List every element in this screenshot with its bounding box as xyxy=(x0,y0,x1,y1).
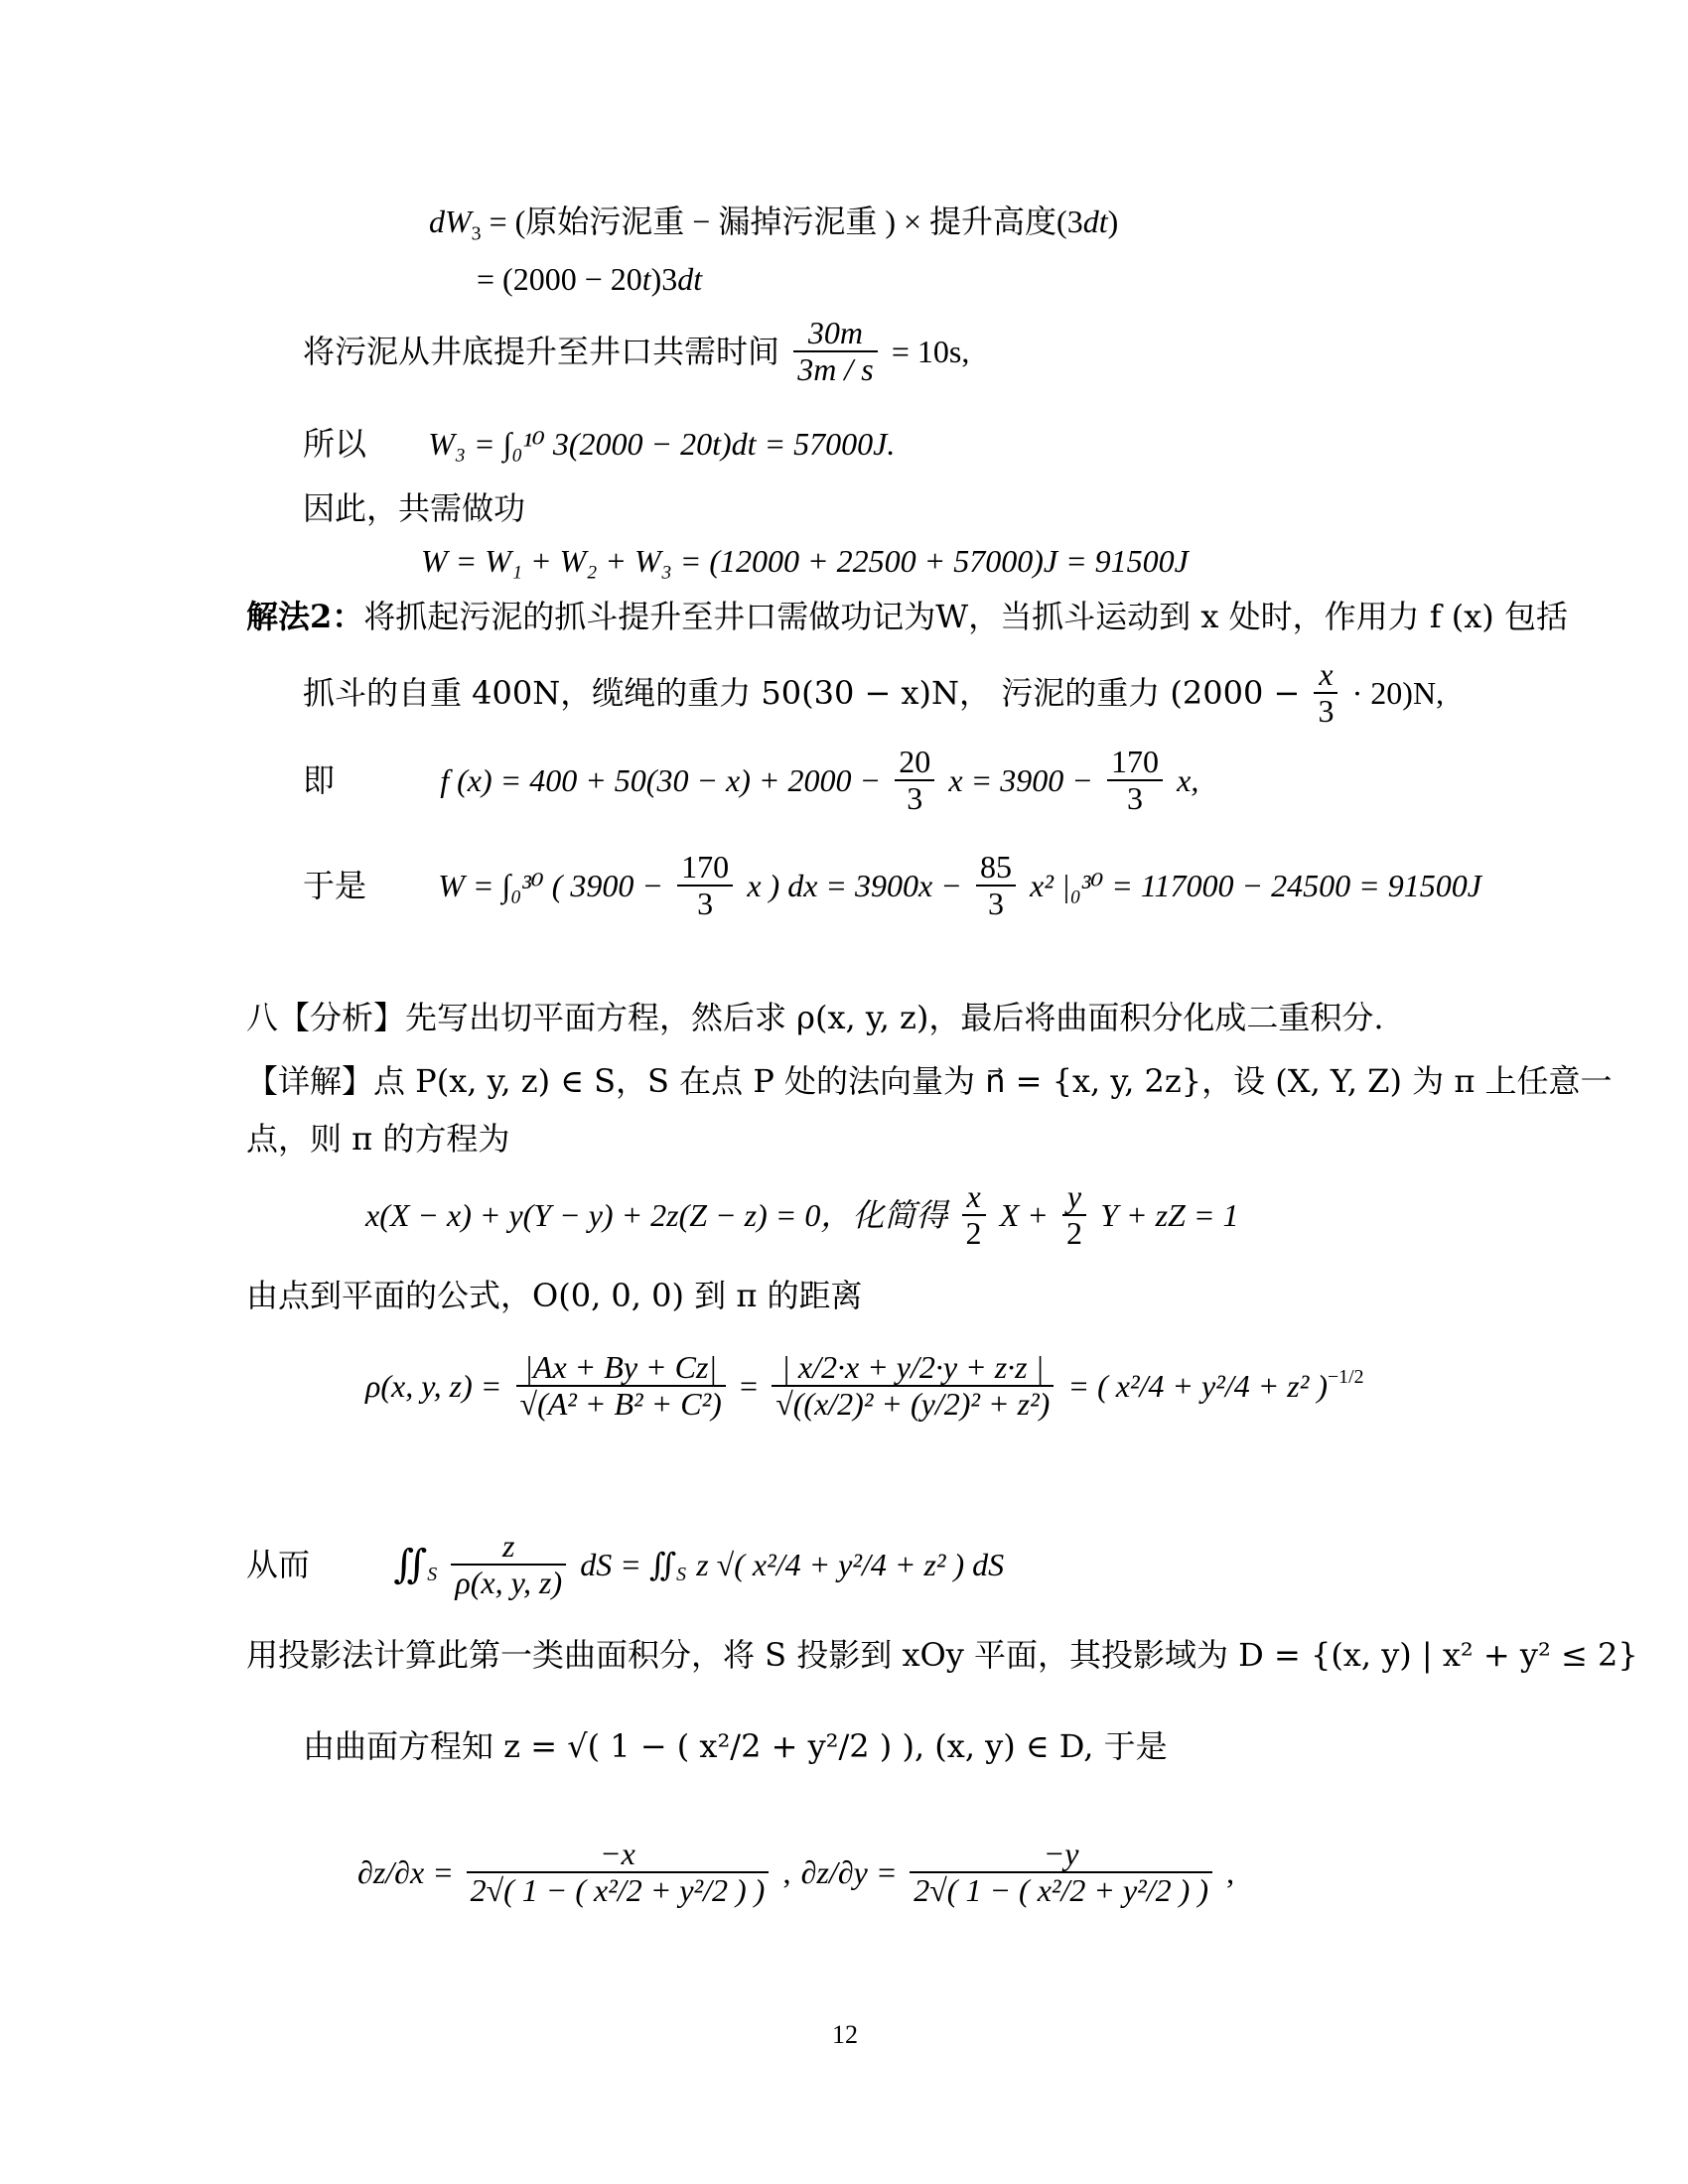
time-line: 将污泥从井底提升至井口共需时间 $\frac{30m}{3m / s}$ = 10s, xyxy=(303,315,970,388)
pd-fraction-x: $\frac{-x}{\text{2√( 1 − ( x²/2 + y²/2 ) )}}$ xyxy=(467,1837,770,1908)
pd-fraction-y: $\frac{-y}{\text{2√( 1 − ( x²/2 + y²/2 ) )}}$ xyxy=(910,1837,1212,1908)
section8-analysis: 八【分析】先写出切平面方程，然后求 ρ(x, y, z)，最后将曲面积分化成二重积分. xyxy=(246,999,1384,1036)
w3-integral-line: 所以 W₃ = ∫₀¹⁰ 3(2000 − 20t)dt = 57000J. xyxy=(303,425,896,463)
work-fraction-2: $\frac{85}{3}$ xyxy=(976,850,1016,921)
plane-fraction-2: $\frac{y}{2}$ xyxy=(1062,1179,1086,1251)
plane-fraction-1: $\frac{x}{2}$ xyxy=(962,1179,986,1251)
force-fraction-2: $\frac{170}{3}$ xyxy=(1107,745,1163,816)
force-function-line: 即 f (x) = 400 + 50(30 − x) + 2000 − $\frac{20}{3}$ x = 3900 − $\frac{170}{3}$ x, xyxy=(303,744,1199,817)
rho-fraction-1: $\frac{|Ax + By + Cz|}{\text{√(A² + B² + C²)}}$ xyxy=(516,1350,726,1422)
equation-dw3-value: = (2000 − 20t)3dt xyxy=(477,261,703,297)
section8-detail-1: 【详解】点 P(x, y, z) ∈ S，S 在点 P 处的法向量为 n⃗ = {x, y, 2z}，设 (X, Y, Z) 为 π 上任意一 xyxy=(246,1062,1613,1100)
equation-dw3: $dW_3$ = (原始污泥重 − 漏掉污泥重 ) × 提升高度(3dt) xyxy=(429,204,1119,245)
partial-derivatives: ∂z/∂x = $\frac{-x}{\text{2√( 1 − ( x²/2 + y²/2 ) )}}$ , ∂z/∂y = $\frac{-y}{\text{2√( 1 − ( x²/2 + y²/2 ) )}}$ , xyxy=(357,1836,1235,1909)
page-number: 12 xyxy=(832,2020,858,2049)
forces-line: 抓斗的自重 400N，缆绳的重力 50(30 − x)N， 污泥的重力 (2000 − $\frac{x}{3}$ · 20)N, xyxy=(303,656,1445,730)
plane-equation-line: x(X − x) + y(Y − y) + 2z(Z − z) = 0，化简得 $\frac{x}{2}$ X + $\frac{y}{2}$ Y + zZ = 1 xyxy=(365,1178,1239,1252)
rho-fraction-2: $\frac{| x/2\cdot x + y/2\cdot y + z\cdot z |}{\text{√((x/2)² + (y/2)² + z²)}}$ xyxy=(772,1350,1054,1422)
integrand-fraction: $\frac{z}{\rho(x, y, z)}$ xyxy=(451,1529,566,1600)
surface-integral-line: 从而 $∬_S$ $\frac{z}{\rho(x, y, z)}$ dS = $∬_S$ z √( x²/4 + y²/4 + z² ) dS xyxy=(246,1528,1005,1601)
projection-text: 用投影法计算此第一类曲面积分，将 S 投影到 xOy 平面，其投影域为 D = {(x, y) | x² + y² ≤ 2} xyxy=(246,1636,1638,1674)
work-integral-line: 于是 W = ∫₀³⁰ ( 3900 − $\frac{170}{3}$ x ) dx = 3900x − $\frac{85}{3}$ x² |₀³⁰ = 117000 − 24500 = 91500J xyxy=(303,849,1481,922)
surface-equation-text: 由曲面方程知 z = √( 1 − ( x²/2 + y²/2 ) ), (x, y) ∈ D, 于是 xyxy=(303,1727,1168,1765)
total-work-text: 因此，共需做功 xyxy=(303,489,526,527)
force-fraction-1: $\frac{20}{3}$ xyxy=(895,745,934,816)
time-fraction: $\frac{30m}{3m / s}$ xyxy=(793,316,877,387)
section8-detail-2: 点，则 π 的方程为 xyxy=(246,1120,510,1158)
distance-text: 由点到平面的公式，O(0, 0, 0) 到 π 的距离 xyxy=(246,1277,863,1314)
forces-fraction: $\frac{x}{3}$ xyxy=(1314,657,1337,729)
work-fraction-1: $\frac{170}{3}$ xyxy=(677,850,733,921)
method2-line: 解法2：将抓起污泥的抓斗提升至井口需做功记为W，当抓斗运动到 x 处时，作用力 f (x) 包括 xyxy=(246,598,1568,635)
total-work-equation: W = W₁ + W₂ + W₃ = (12000 + 22500 + 57000)J = 91500J xyxy=(421,543,1189,579)
rho-equation: ρ(x, y, z) = $\frac{|Ax + By + Cz|}{\text{√(A² + B² + C²)}}$ = $\frac{| x/2\cdot x + y/2\cdot y + z\cdot z |}{\text{√((x/2)² + (y/2)² + z²)}}$ = ( x²/4 + y²/4 + z² )$^{-1/2}$ xyxy=(365,1349,1364,1423)
